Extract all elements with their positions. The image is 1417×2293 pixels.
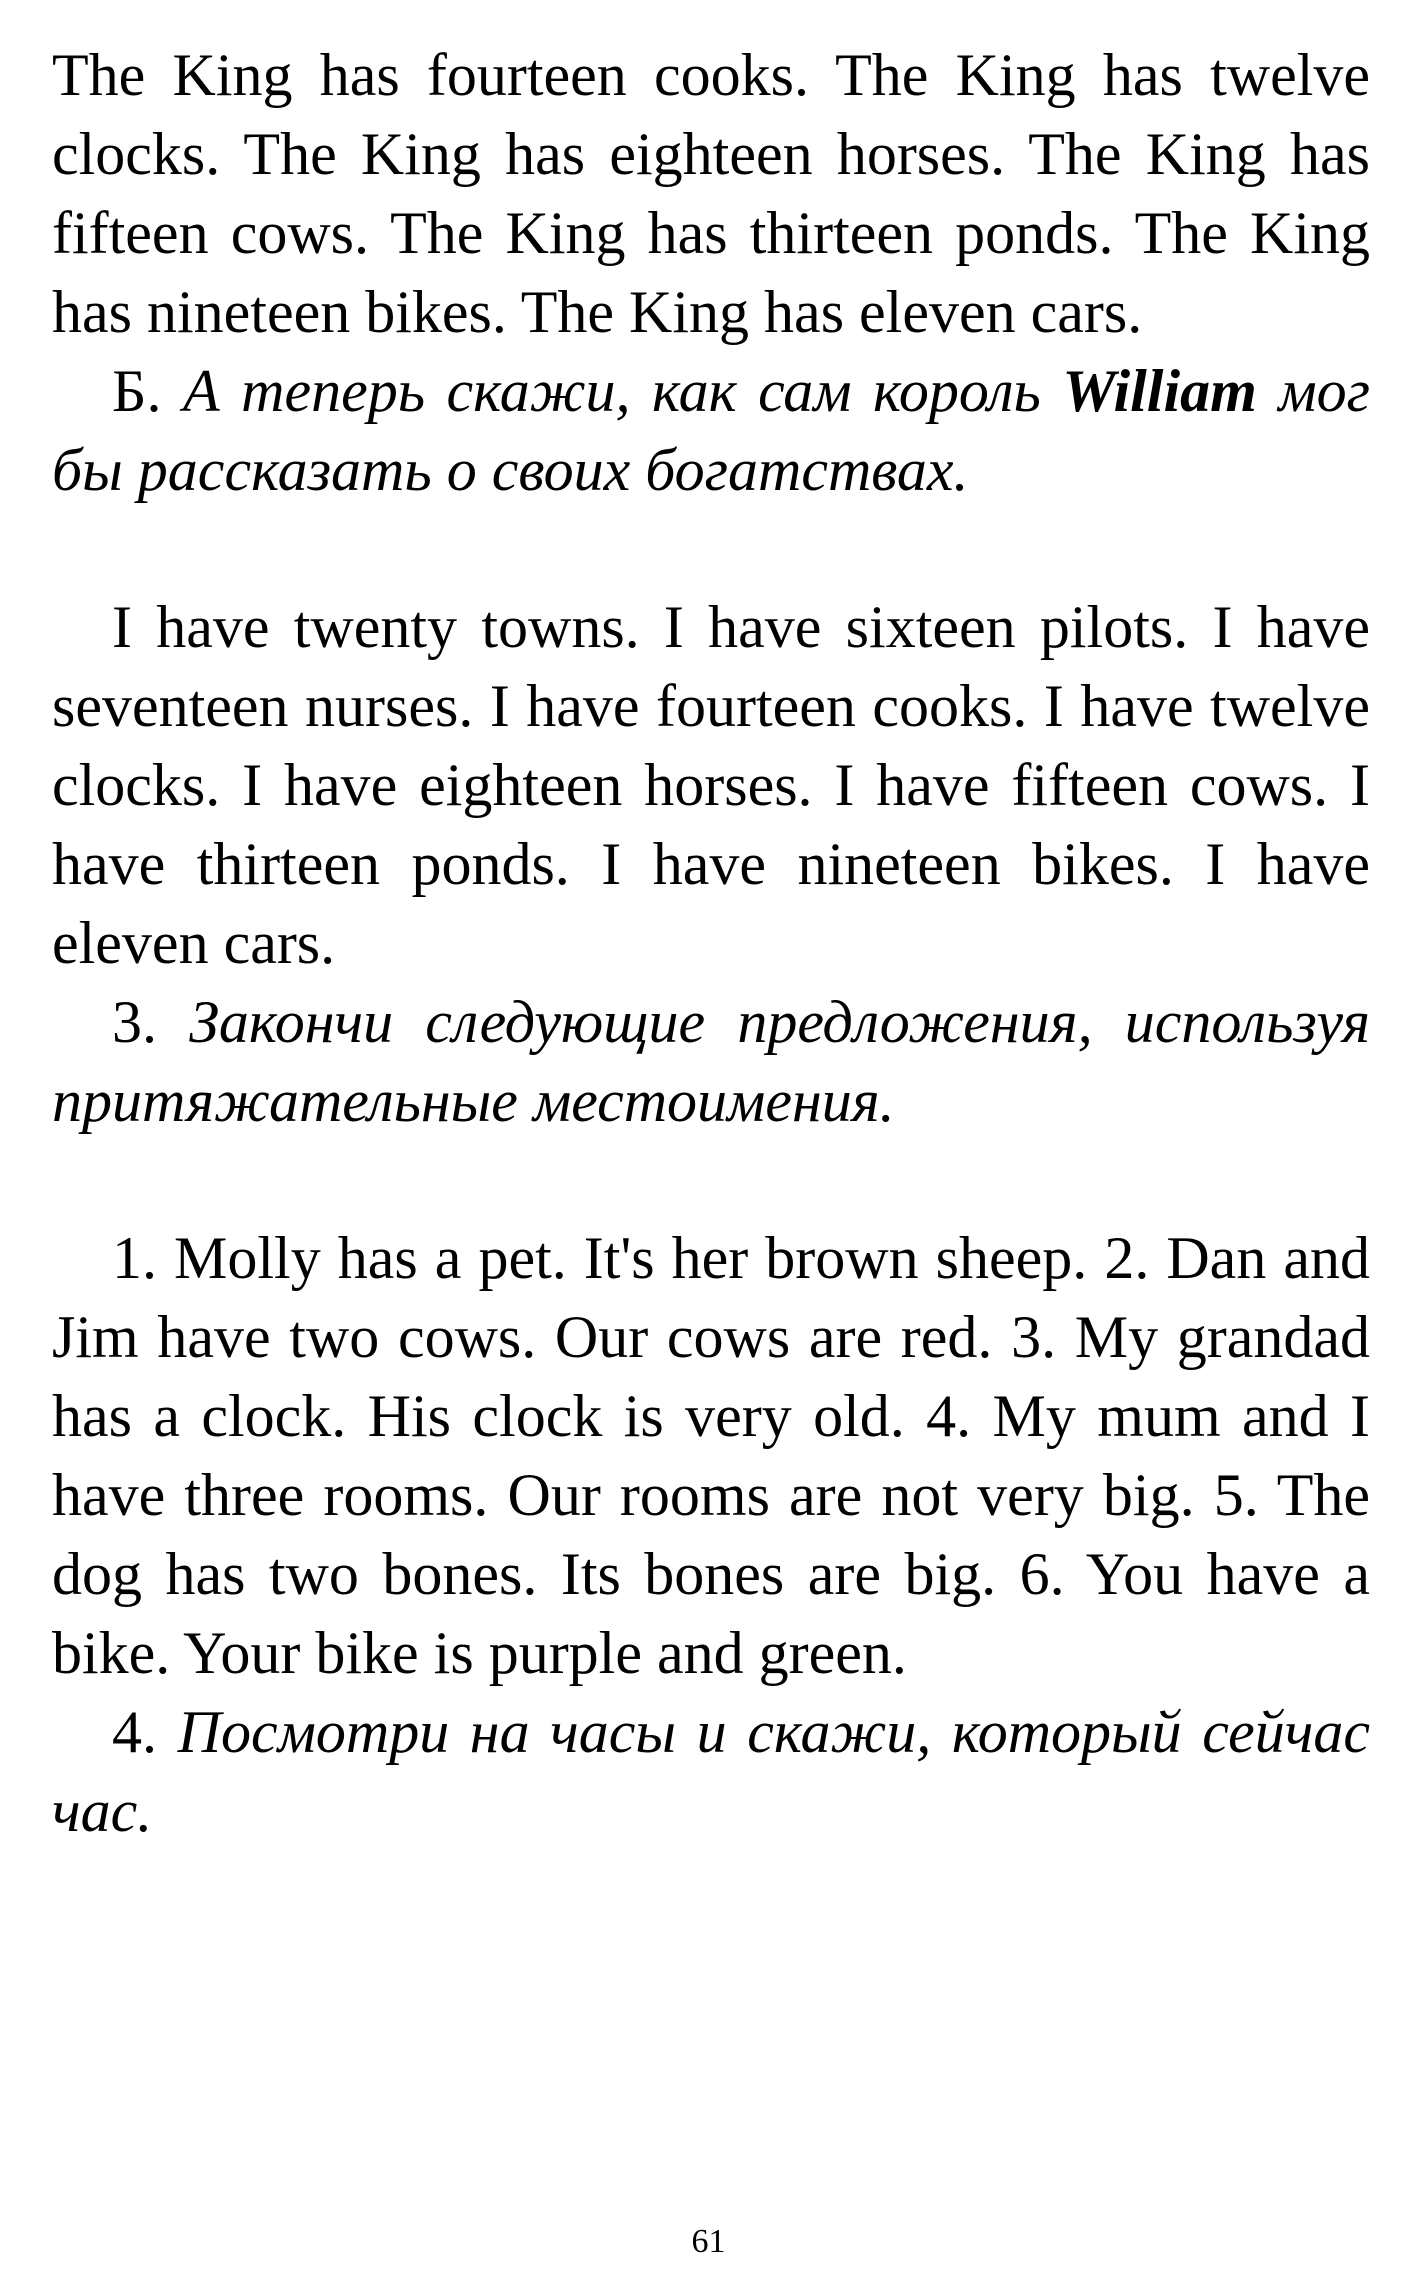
task-b-number: Б. [112,358,162,424]
task-4-number: 4. [112,1699,157,1765]
task-b-instruction-text-2: мог бы рассказать о своих богатствах. [52,358,1371,503]
task-4-instruction [52,1693,1370,1851]
task-3-number: 3. [112,989,157,1055]
i-have-paragraph: I have twenty towns. I have sixteen pilots. I have seventeen nurses. I have fourteen cooks. I have twelve clocks. I have eighteen horses. I have fifteen cows. I have thirteen ponds. I have nineteen bikes. I have eleven cars. [52,594,1370,976]
possessive-sentences-paragraph: 1. Molly has a pet. It's her brown sheep. 2. Dan and Jim have two cows. Our cows are red. 3. My grandad has a clock. His clock is very old. 4. My mum and I have three rooms. Our rooms are not very big. 5. The dog has two bones. Its bones are big. 6. You have a bike. Your bike is purple and green. [52,1225,1370,1686]
page-content [52,36,1370,1851]
page-number: 61 [691,2223,726,2260]
task-3-instruction-text: Закончи следующие предложения, используя притяжательные местоимения. [52,989,1370,1134]
task-b-instruction-text-1: А теперь скажи, как сам король [182,358,1041,424]
task-b-instruction [52,352,1370,510]
task-4-instruction-text: Посмотри на часы и скажи, который сейчас час. [52,1699,1370,1844]
task-b-name: William [1062,358,1257,424]
king-sentences-paragraph: The King has fourteen cooks. The King has twelve clocks. The King has eighteen horses. The King has fifteen cows. The King has thirteen ponds. The King has nineteen bikes. The King has eleven cars. [52,42,1370,345]
task-3-instruction [52,983,1370,1141]
